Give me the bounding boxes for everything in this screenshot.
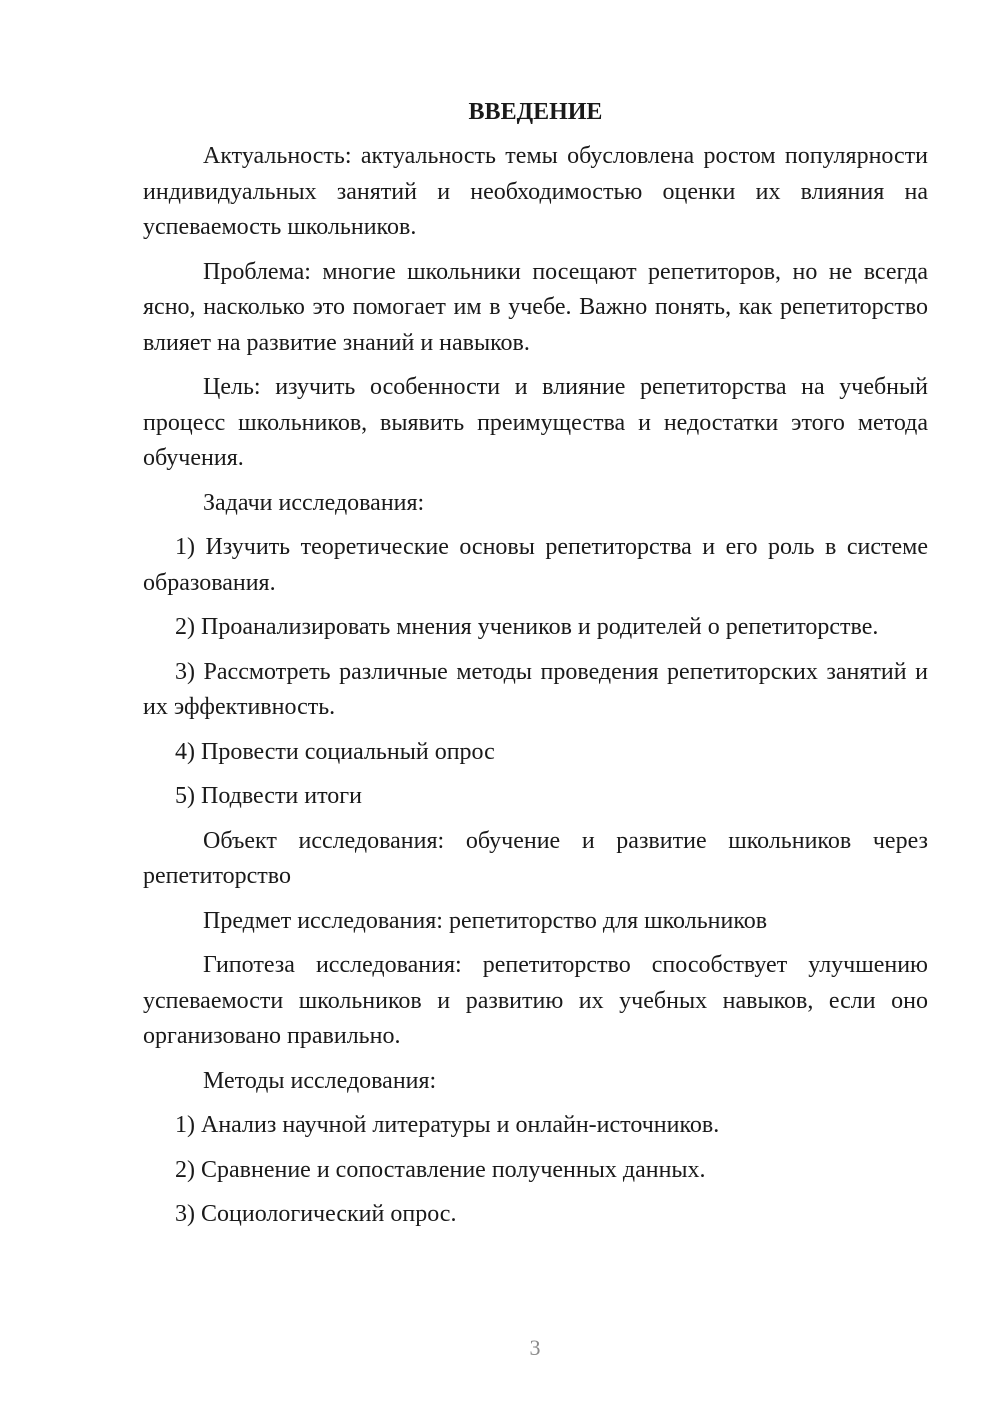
object-paragraph: Объект исследования: обучение и развитие школьников через репетиторство — [143, 827, 928, 889]
problem-paragraph: Проблема: многие школьники посещают репетиторов, но не всегда ясно, насколько это помогает им в учебе. Важно понять, как репетиторство влияет на развитие знаний и навыков. — [143, 258, 928, 356]
method-item-3: 3) Социологический опрос. — [175, 1201, 457, 1227]
goal-paragraph: Цель: изучить особенности и влияние репетиторства на учебный процесс школьников, выявить преимущества и недостатки этого метода обучения. — [143, 374, 928, 471]
task-item-5: 5) Подвести итоги — [175, 783, 362, 809]
method-item-2: 2) Сравнение и сопоставление полученных данных. — [175, 1156, 706, 1183]
task-item-2: 2) Проанализировать мнения учеников и родителей о репетиторстве. — [175, 614, 879, 640]
page-number: 3 — [529, 1335, 541, 1360]
page-content — [143, 94, 928, 1242]
task-item-3: 3) Рассмотреть различные методы проведения репетиторских занятий и их эффективность. — [143, 658, 928, 720]
task-item-1: 1) Изучить теоретические основы репетиторства и его роль в системе образования. — [143, 534, 928, 596]
page-title: ВВЕДЕНИЕ — [468, 99, 603, 125]
subject-paragraph: Предмет исследования: репетиторство для школьников — [203, 907, 768, 934]
method-item-1: 1) Анализ научной литературы и онлайн-источников. — [175, 1112, 720, 1138]
hypothesis-paragraph: Гипотеза исследования: репетиторство способствует улучшению успеваемости школьников и развитию их учебных навыков, если оно организовано правильно. — [143, 952, 928, 1049]
methods-heading: Методы исследования: — [203, 1067, 437, 1094]
relevance-paragraph: Актуальность: актуальность темы обусловлена ростом популярности индивидуальных занятий и необходимостью оценки их влияния на успеваемость школьников. — [143, 143, 928, 240]
tasks-heading: Задачи исследования: — [203, 489, 425, 516]
task-item-4: 4) Провести социальный опрос — [175, 738, 495, 765]
